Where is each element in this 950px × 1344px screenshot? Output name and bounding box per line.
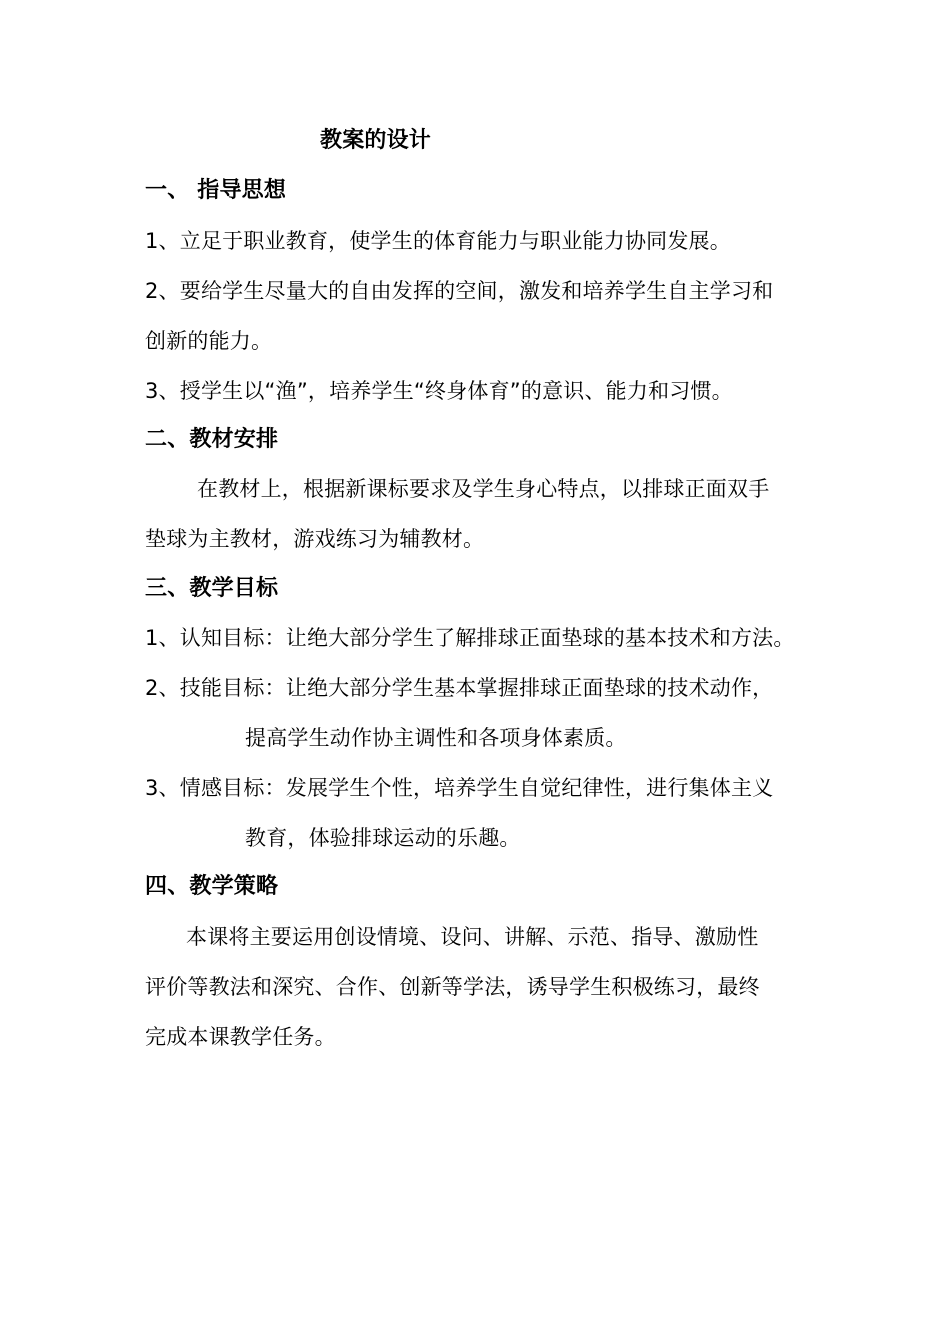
paragraph-line: 在教材上，根据新课标要求及学生身心特点，以排球正面双手 bbox=[197, 477, 770, 501]
section-heading-materials: 二、教材安排 bbox=[145, 427, 279, 452]
paragraph-line: 3、授学生以“渔”，培养学生“终身体育”的意识、能力和习惯。 bbox=[145, 379, 733, 403]
paragraph-line: 评价等教法和深究、合作、创新等学法，诱导学生积极练习，最终 bbox=[145, 975, 760, 999]
paragraph-line: 教育，体验排球运动的乐趣。 bbox=[245, 826, 521, 850]
document-title: 教案的设计 bbox=[320, 128, 432, 153]
paragraph-line: 完成本课教学任务。 bbox=[145, 1025, 336, 1049]
section-heading-objectives: 三、教学目标 bbox=[145, 576, 279, 601]
paragraph-line: 1、认知目标：让绝大部分学生了解排球正面垫球的基本技术和方法。 bbox=[145, 626, 795, 650]
paragraph-line: 垫球为主教材，游戏练习为辅教材。 bbox=[145, 527, 485, 551]
paragraph-line: 本课将主要运用创设情境、设问、讲解、示范、指导、激励性 bbox=[186, 925, 759, 949]
paragraph-line: 创新的能力。 bbox=[145, 329, 273, 353]
section-heading-guiding-ideology: 一、 指导思想 bbox=[145, 178, 287, 203]
paragraph-line: 提高学生动作协主调性和各项身体素质。 bbox=[245, 726, 627, 750]
section-heading-strategies: 四、教学策略 bbox=[145, 874, 279, 899]
paragraph-line: 2、技能目标：让绝大部分学生基本掌握排球正面垫球的技术动作， bbox=[145, 676, 774, 700]
paragraph-line: 2、要给学生尽量大的自由发挥的空间，激发和培养学生自主学习和 bbox=[145, 279, 774, 303]
paragraph-line: 3、情感目标：发展学生个性，培养学生自觉纪律性，进行集体主义 bbox=[145, 776, 774, 800]
paragraph-line: 1、立足于职业教育，使学生的体育能力与职业能力协同发展。 bbox=[145, 229, 731, 253]
